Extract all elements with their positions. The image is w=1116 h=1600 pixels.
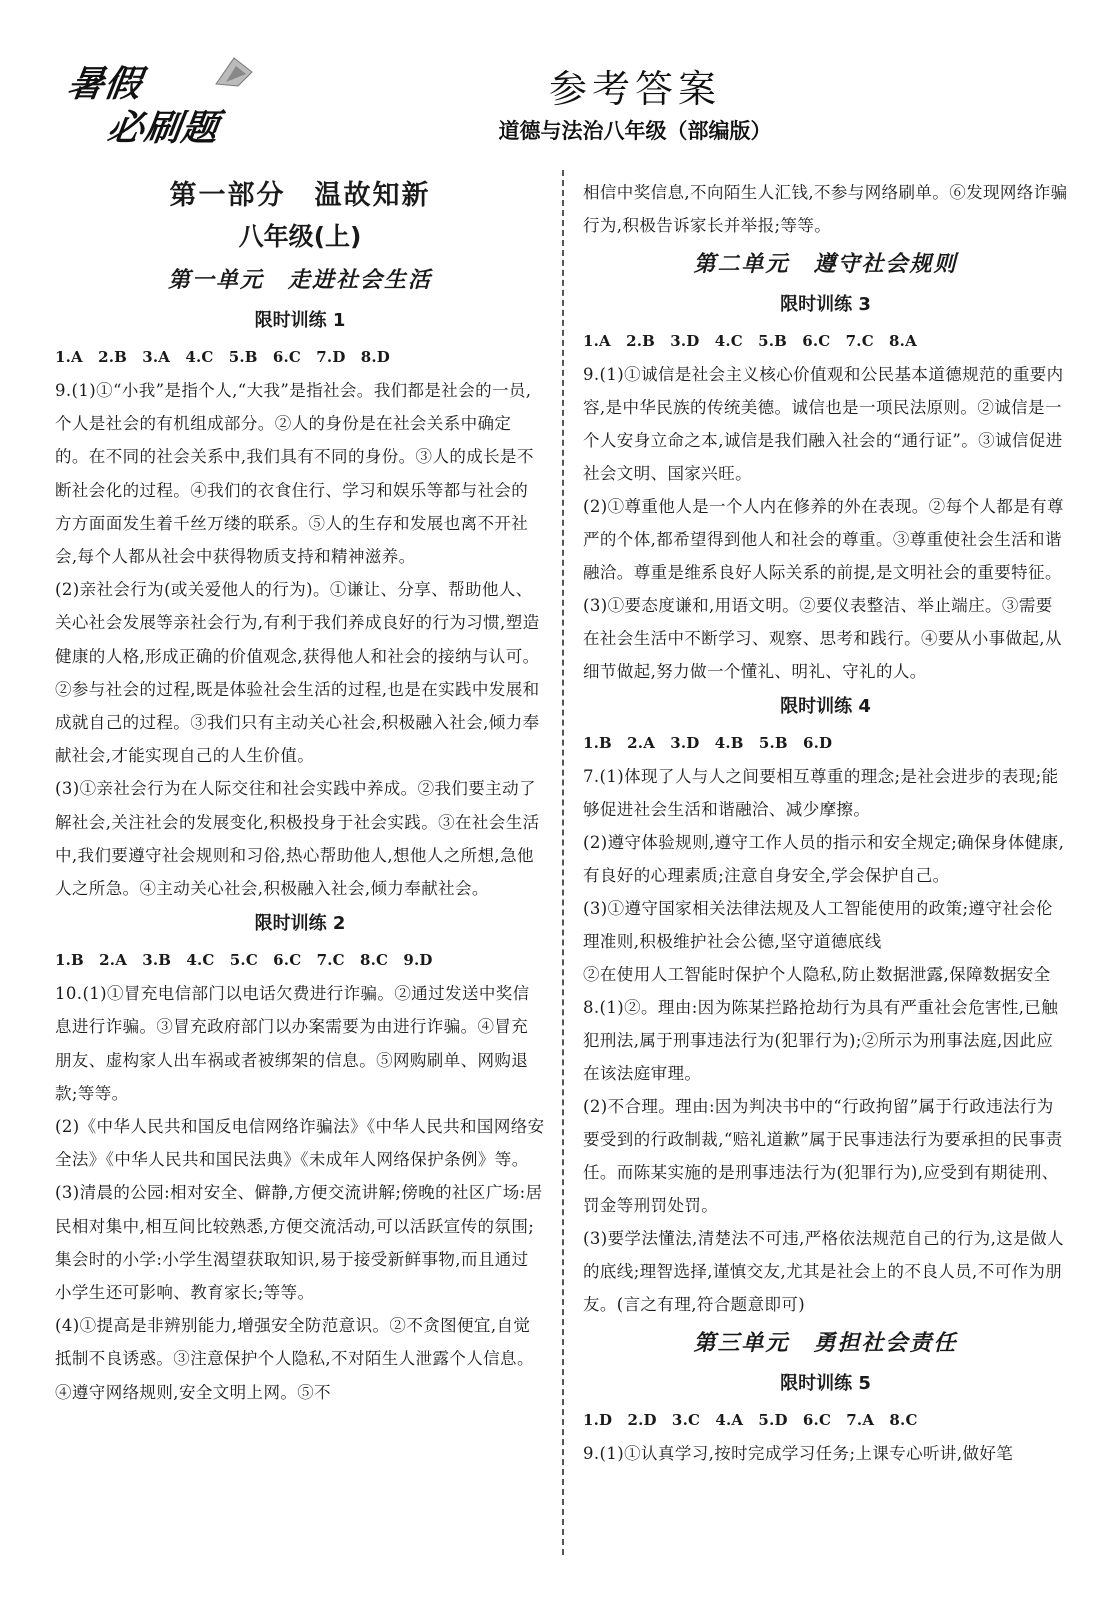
answer-paragraph: 8.(1)②。理由:因为陈某拦路抢劫行为具有严重社会危害性,已触犯刑法,属于刑事违法行为(犯罪行为);②所示为刑事法庭,因此应在该法庭审理。	[583, 998, 1059, 1083]
column-divider	[562, 170, 564, 1555]
answer-paragraph: (2)《中华人民共和国反电信网络诈骗法》《中华人民共和国网络安全法》《中华人民共和国民法典》《未成年人网络保护条例》等。	[55, 1117, 545, 1170]
answer-paragraph: 10.(1)①冒充电信部门以电话欠费进行诈骗。②通过发送中奖信息进行诈骗。③冒充政府部门以办案需要为由进行诈骗。④冒充朋友、虚构家人出车祸或者被绑架的信息。⑤网购刷单、网购退款;等等。	[55, 984, 530, 1103]
answer-paragraph: (3)清晨的公园:相对安全、僻静,方便交流讲解;傍晚的社区广场:居民相对集中,相互间比较熟悉,方便交流活动,可以活跃宣传的氛围;集会时的小学:小学生渴望获取知识,易于接受新鲜事物,而且通过小学生还可影响、教育家长;等等。	[55, 1183, 543, 1303]
answer-paragraph: (2)①尊重他人是一个人内在修养的外在表现。②每个人都是有尊严的个体,都希望得到他人和社会的尊重。③尊重使社会生活和谐融洽。尊重是维系良好人际关系的前提,是文明社会的重要特征。	[583, 497, 1064, 582]
part-title: 第一部分 温故知新	[169, 180, 431, 211]
brand-logo	[64, 48, 254, 148]
unit-title: 第二单元 遵守社会规则	[693, 251, 958, 277]
grade-title: 八年级(上)	[238, 222, 362, 251]
left-column	[55, 176, 545, 1409]
answer-paragraph: (2)遵守体验规则,遵守工作人员的指示和安全规定;确保身体健康,有良好的心理素质;注意自身安全,学会保护自己。	[583, 833, 1065, 885]
choice-answers: 1.B 2.A 3.B 4.C 5.C 6.C 7.C 8.C 9.D	[55, 951, 433, 970]
choice-answers: 1.A 2.B 3.A 4.C 5.B 6.C 7.D 8.D	[55, 348, 390, 366]
answer-paragraph: (3)要学法懂法,清楚法不可违,严格依法规范自己的行为,这是做人的底线;理智选择,谨慎交友,尤其是社会上的不良人员,不可作为朋友。(言之有理,符合题意即可)	[583, 1229, 1064, 1314]
drill-heading: 限时训练 2	[254, 913, 346, 935]
answer-paragraph: (3)①遵守国家相关法律法规及人工智能使用的政策;遵守社会伦理准则,积极维护社会公德,坚守道德底线	[583, 899, 1053, 951]
drill-heading: 限时训练 4	[780, 696, 871, 717]
choice-answers: 1.D 2.D 3.C 4.A 5.D 6.C 7.A 8.C	[583, 1411, 918, 1429]
answer-paragraph: (3)①要态度谦和,用语文明。②要仪表整洁、举止端庄。③需要在社会生活中不断学习、观察、思考和践行。④要从小事做起,从细节做起,努力做一个懂礼、明礼、守礼的人。	[583, 596, 1062, 681]
drill-heading: 限时训练 1	[254, 310, 346, 331]
unit-title: 第一单元 走进社会生活	[167, 267, 432, 293]
logo-text-line2: 必刷题	[104, 108, 222, 149]
answer-paragraph: (3)①亲社会行为在人际交往和社会实践中养成。②我们要主动了解社会,关注社会的发展变化,积极投身于社会实践。③在社会生活中,我们要遵守社会规则和习俗,热心帮助他人,想他人之所想,急他人之所急。④主动关心社会,积极融入社会,倾力奉献社会。	[55, 779, 540, 899]
page-title: 参考答案	[548, 67, 721, 111]
drill-heading: 限时训练 3	[780, 294, 871, 315]
logo-text-line1: 暑假	[64, 64, 145, 105]
answer-paragraph: ②在使用人工智能时保护个人隐私,防止数据泄露,保障数据安全	[583, 965, 1051, 984]
unit-title: 第三单元 勇担社会责任	[693, 1330, 958, 1356]
answer-paragraph: (2)亲社会行为(或关爱他人的行为)。①谦让、分享、帮助他人、关心社会发展等亲社会行为,有利于我们养成良好的行为习惯,塑造健康的人格,形成正确的价值观念,获得他人和社会的接纳与认可。②参与社会的过程,既是体验社会生活的过程,也是在实践中发展和成就自己的过程。③我们只有主动关心社会,积极融入社会,倾力奉献社会,才能实现自己的人生价值。	[55, 580, 540, 766]
answer-paragraph: 9.(1)①“小我”是指个人,“大我”是指社会。我们都是社会的一员,个人是社会的有机组成部分。②人的身份是在社会关系中确定的。在不同的社会关系中,我们具有不同的身份。③人的成长是不断社会化的过程。④我们的衣食住行、学习和娱乐等都与社会的方方面面发生着千丝万缕的联系。⑤人的生存和发展也离不开社会,每个人都从社会中获得物质支持和精神滋养。	[55, 381, 534, 567]
answer-paragraph: 相信中奖信息,不向陌生人汇钱,不参与网络刷单。⑥发现网络诈骗行为,积极告诉家长并举报;等等。	[583, 183, 1068, 235]
answer-paragraph: 9.(1)①诚信是社会主义核心价值观和公民基本道德规范的重要内容,是中华民族的传统美德。诚信也是一项民法原则。②诚信是一个人安身立命之本,诚信是我们融入社会的“通行证”。③诚信促进社会文明、国家兴旺。	[583, 365, 1064, 483]
right-column	[583, 176, 1068, 1470]
drill-heading: 限时训练 5	[780, 1373, 871, 1394]
page-subtitle: 道德与法治八年级（部编版）	[498, 119, 772, 143]
logo-emblem-icon	[214, 54, 254, 90]
choice-answers: 1.B 2.A 3.D 4.B 5.B 6.D	[583, 734, 833, 752]
answer-paragraph: (4)①提高是非辨别能力,增强安全防范意识。②不贪图便宜,自觉抵制不良诱惑。③注意保护个人隐私,不对陌生人泄露个人信息。④遵守网络规则,安全文明上网。⑤不	[55, 1316, 534, 1402]
answer-paragraph: 9.(1)①认真学习,按时完成学习任务;上课专心听讲,做好笔	[583, 1444, 1014, 1463]
choice-answers: 1.A 2.B 3.D 4.C 5.B 6.C 7.C 8.A	[583, 332, 917, 350]
answer-paragraph: 7.(1)体现了人与人之间要相互尊重的理念;是社会进步的表现;能够促进社会生活和谐融洽、减少摩擦。	[583, 767, 1059, 819]
answer-paragraph: (2)不合理。理由:因为判决书中的“行政拘留”属于行政违法行为要受到的行政制裁,“赔礼道歉”属于民事违法行为要承担的民事责任。而陈某实施的是刑事违法行为(犯罪行为),应受到有期徒刑、罚金等刑罚处罚。	[583, 1097, 1063, 1215]
